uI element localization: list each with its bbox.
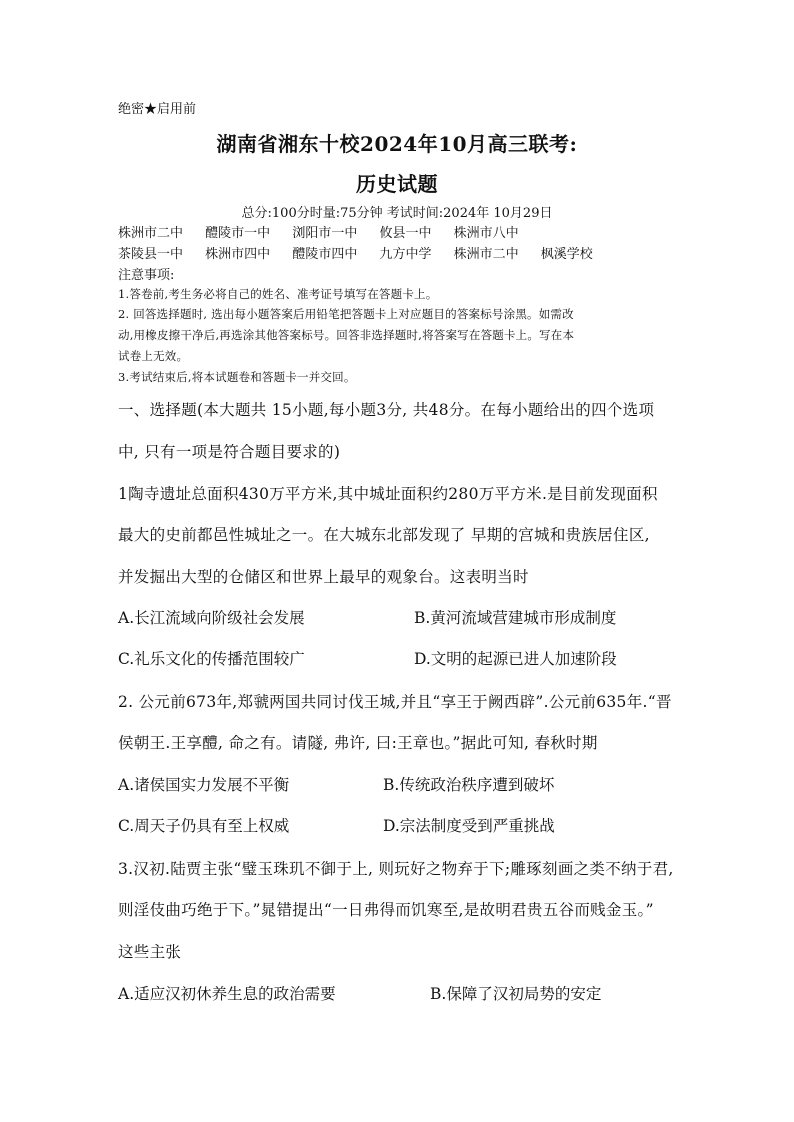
school-name: 攸县一中 <box>379 226 432 241</box>
question-3-option-a: A.适应汉初休养生息的政治需要 <box>118 985 336 1003</box>
question-2-option-c: C.周天子仍具有至上权威 <box>118 817 290 835</box>
question-1-line-2: 最大的史前都邑性城址之一。在大城东北部发现了 早期的宫城和贵族居住区, <box>118 526 650 544</box>
school-name: 枫溪学校 <box>540 247 593 262</box>
school-name: 株洲市四中 <box>205 247 271 262</box>
question-3-option-b: B.保障了汉初局势的安定 <box>430 985 602 1003</box>
question-3-line-1: 3.汉初.陆贾主张“璧玉珠玑不御于上, 则玩好之物弃于下;雕琢刻画之类不纳于君, <box>118 860 674 878</box>
question-3-line-3: 这些主张 <box>118 943 182 961</box>
school-name: 株洲市二中 <box>453 247 519 262</box>
section-heading-line-1: 一、选择题(本大题共 15小题,每小题3分, 共48分。在每小题给出的四个选项 <box>118 401 655 419</box>
section-heading-line-2: 中, 只有一项是符合题目要求的) <box>118 443 341 461</box>
note-2-line-3: 试卷上无效。 <box>118 349 189 363</box>
confidential-label: 绝密★启用前 <box>118 102 197 117</box>
question-1-option-c: C.礼乐文化的传播范围较广 <box>118 650 305 668</box>
notes-heading: 注意事项: <box>118 268 175 283</box>
question-1-line-3: 并发掘出大型的仓储区和世界上最早的观象台。这表明当时 <box>118 568 529 586</box>
question-1-option-d: D.文明的起源已进人加速阶段 <box>414 650 617 668</box>
question-1-option-a: A.长江流域向阶级社会发展 <box>118 609 305 627</box>
question-3-line-2: 则淫伎曲巧绝于下。”晁错提出“一日弗得而饥寒至,是故明君贵五谷而贱金玉。” <box>118 901 654 919</box>
question-2-option-d: D.宗法制度受到严重挑战 <box>383 817 555 835</box>
school-name: 浏阳市一中 <box>292 226 358 241</box>
exam-meta: 总分:100分时量:75分钟 考试时间:2024年 10月29日 <box>241 206 553 221</box>
note-2-line-2: 动,用橡皮擦干净后,再选涂其他答案标号。回答非选择题时,将答案写在答题卡上。写在本 <box>118 328 575 342</box>
question-2-line-1: 2. 公元前673年,郑虢两国共同讨伐王城,并且“享王于阙西辟”.公元前635年.“晋 <box>118 693 672 711</box>
school-name: 醴陵市四中 <box>292 247 358 262</box>
school-name: 茶陵县一中 <box>118 247 184 262</box>
question-1-option-b: B.黄河流域营建城市形成制度 <box>414 609 617 627</box>
note-2-line-1: 2. 回答选择题时, 选出每小题答案后用铅笔把答题卡上对应题目的答案标号涂黑。如需改 <box>118 307 574 321</box>
school-name: 九方中学 <box>379 247 432 262</box>
school-name: 株洲市二中 <box>118 226 184 241</box>
school-name: 醴陵市一中 <box>205 226 271 241</box>
school-name: 株洲市八中 <box>453 226 519 241</box>
exam-title: 湖南省湘东十校2024年10月高三联考: <box>216 132 578 156</box>
exam-subtitle: 历史试题 <box>356 172 438 196</box>
schools-row-2 <box>118 243 611 262</box>
question-2-option-b: B.传统政治秩序遭到破坏 <box>383 776 555 794</box>
question-2-option-a: A.诸侯国实力发展不平衡 <box>118 776 290 794</box>
note-1: 1.答卷前,考生务必将自己的姓名、准考证号填写在答题卡上。 <box>118 287 438 301</box>
question-1-line-1: 1陶寺遗址总面积430万平方米,其中城址面积约280万平方米.是目前发现面积 <box>118 485 658 503</box>
schools-row-1 <box>118 222 537 241</box>
note-3: 3.考试结束后,将本试题卷和答题卡一并交回。 <box>118 370 356 384</box>
question-2-line-2: 侯朝王.王享醴, 命之有。请隧, 弗许, 曰:王章也。”据此可知, 春秋时期 <box>118 734 598 752</box>
